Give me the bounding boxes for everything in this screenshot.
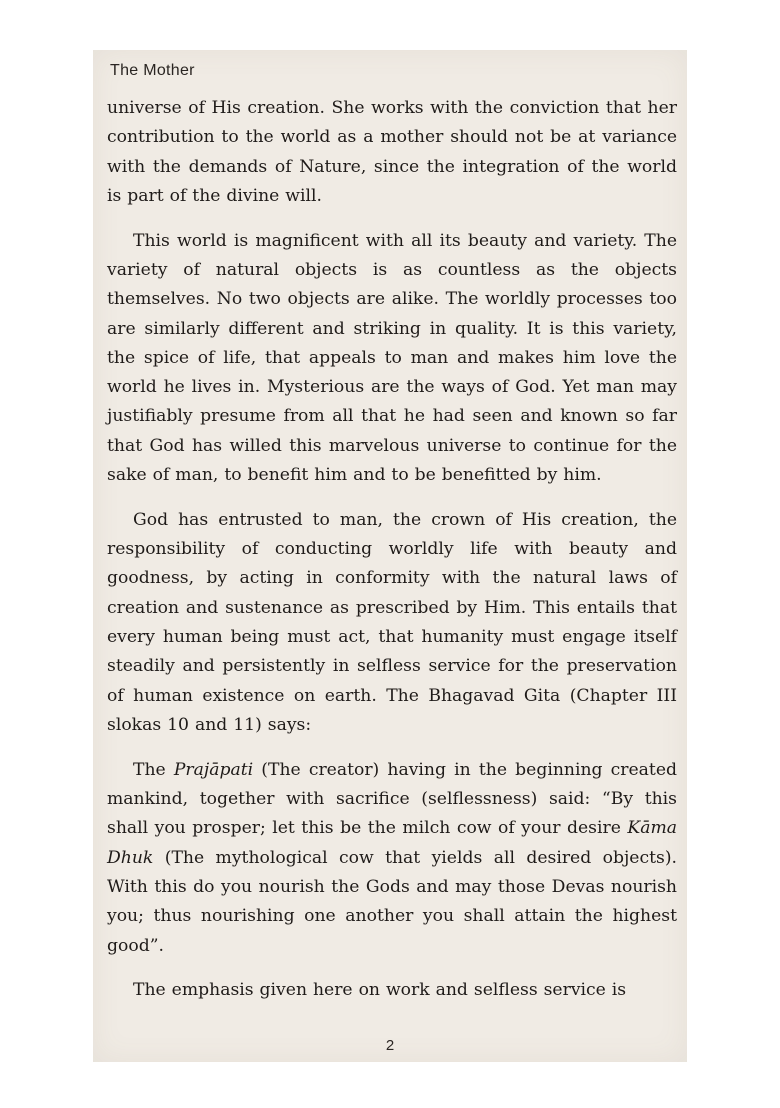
page-number: 2 <box>385 1037 395 1054</box>
paragraph-5: The emphasis given here on work and selfless service is <box>133 980 627 1001</box>
quote-text-middle: (The creator) having in the beginning created mankind, together with sacrifice (selflessness) said: “By this shall you prosper; let this be the milch cow of your desire <box>107 759 678 839</box>
paragraph-2: This world is magnificent with all its beauty and variety. The variety of natural objects is as countless as the objects themselves. No two objects are alike. The worldly processes too are similarly different and striking in quality. It is this variety, the spice of life, that appeals to man and makes him love the world he lives in. Mysterious are the ways of God. Yet man may justifiably presume from all that he had seen and known so far that God has willed this marvelous universe to continue for the sake of man, to benefit him and to be benefitted by him. <box>107 230 677 486</box>
kama-dhuk-term: Kāma Dhuk <box>107 818 677 868</box>
body-text <box>107 94 677 1006</box>
quote-text-end: (The mythological cow that yields all desired objects). With this do you nourish the Gods and may those Devas nourish you; thus nourishing one another you shall attain the highest good”. <box>107 847 677 956</box>
quote-text-start: The <box>133 759 174 780</box>
running-head: The Mother <box>110 62 195 79</box>
book-page <box>93 50 687 1062</box>
paragraph-1: universe of His creation. She works with the conviction that her contribution to the world as a mother should not be at variance with the demands of Nature, since the integration of the world is part of the divine will. <box>107 98 677 206</box>
prajapati-term: Prajāpati <box>173 759 254 780</box>
paragraph-3: God has entrusted to man, the crown of His creation, the responsibility of conducting worldly life with beauty and goodness, by acting in conformity with the natural laws of creation and sustenance as prescribed by Him. This entails that every human being must act, that humanity must engage itself steadily and persistently in selfless service for the preservation of human existence on earth. The Bhagavad Gita (Chapter III slokas 10 and 11) says: <box>107 509 677 735</box>
paragraph-4-quotation <box>107 756 677 961</box>
